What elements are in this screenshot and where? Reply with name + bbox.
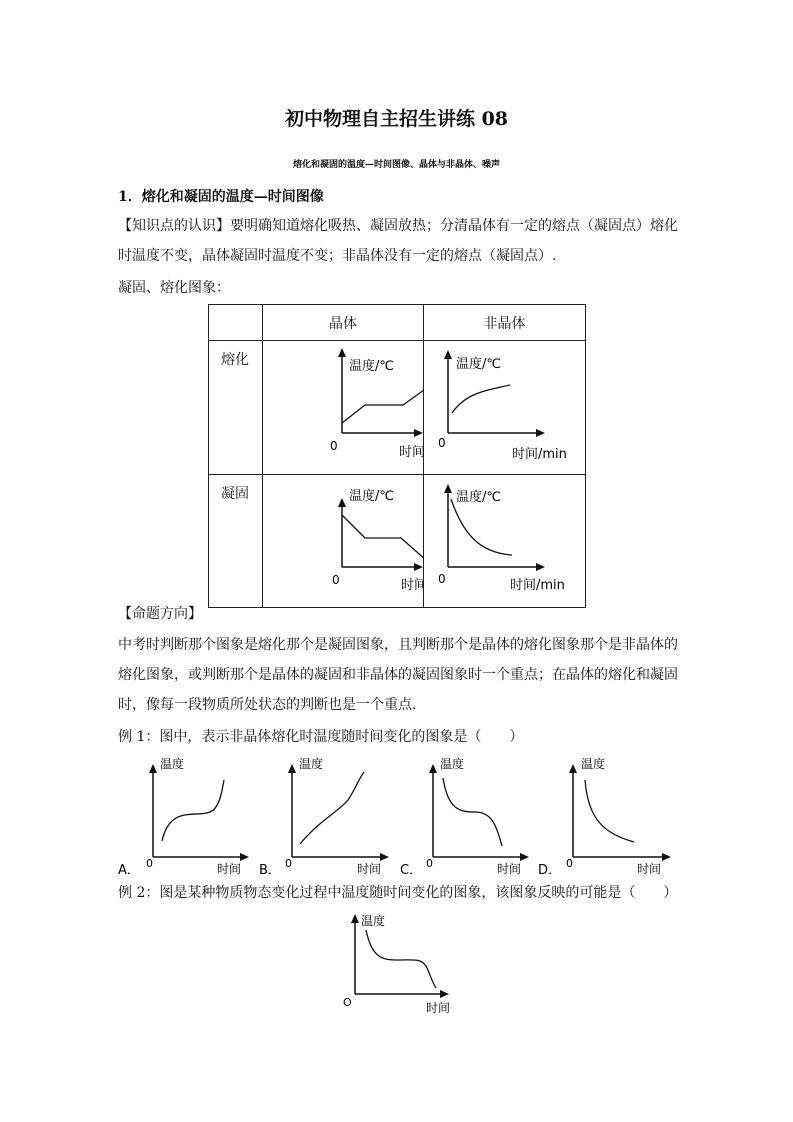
axis-origin: 0 xyxy=(330,439,338,453)
table-corner xyxy=(209,305,263,341)
page-subtitle: 熔化和凝固的温度—时间图像、晶体与非晶体、噪声 xyxy=(292,160,500,170)
option-b-graph xyxy=(259,756,389,878)
row-label-melt: 熔化 xyxy=(209,341,263,475)
axis-x-label: 时间/min xyxy=(512,447,567,462)
proposition-line-2: 熔化图象，或判断那个是晶体的凝固和非晶体的凝固图象时一个重点；在晶体的熔化和凝固 xyxy=(118,667,678,683)
axis-x-label: 时间 xyxy=(401,578,424,593)
axis-x-label: 时间/min xyxy=(510,578,565,593)
axis-y-label: 温度 xyxy=(160,757,185,771)
row-label-solidify: 凝固 xyxy=(209,475,263,608)
axis-y-label: 温度/℃ xyxy=(456,490,501,505)
axis-x-label: 时间 xyxy=(217,862,242,876)
axis-x-label: 时间 xyxy=(399,445,424,460)
axis-origin: O xyxy=(343,996,352,1009)
axis-y-label: 温度/℃ xyxy=(349,359,394,374)
col-header-noncrystal: 非晶体 xyxy=(424,305,586,341)
cell-noncrystal-solidify xyxy=(424,475,586,608)
axis-x-label: 时间 xyxy=(637,862,662,876)
axis-origin: 0 xyxy=(332,573,340,587)
cell-crystal-melt xyxy=(263,341,424,475)
axis-y-label: 温度 xyxy=(581,757,606,771)
axis-origin: 0 xyxy=(566,857,573,870)
axis-y-label: 温度 xyxy=(361,914,386,928)
cell-noncrystal-melt xyxy=(424,341,586,475)
axis-x-label: 时间 xyxy=(357,862,382,876)
option-d-graph xyxy=(538,756,671,878)
example2-graph xyxy=(330,908,470,1020)
axis-y-label: 温度 xyxy=(299,757,324,771)
axis-origin: 0 xyxy=(285,857,292,870)
option-c-label: C． xyxy=(400,863,423,878)
axis-y-label: 温度 xyxy=(440,757,465,771)
graph-noncrystal-melting xyxy=(424,341,586,470)
axis-origin: 0 xyxy=(438,436,446,450)
option-b-label: B． xyxy=(259,863,281,878)
page-title: 初中物理自主招生讲练 08 xyxy=(284,108,509,130)
axis-origin: 0 xyxy=(146,857,153,870)
option-a-label: A． xyxy=(118,863,140,878)
proposition-heading: 【命题方向】 xyxy=(118,606,202,622)
option-a-graph xyxy=(118,756,249,878)
knowledge-line-2: 时温度不变，晶体凝固时温度不变；非晶体没有一定的熔点（凝固点）. xyxy=(118,248,557,264)
melting-solidifying-table xyxy=(208,304,586,608)
graph-crystal-solidifying xyxy=(263,475,424,603)
option-c-graph xyxy=(400,756,529,878)
axis-y-label: 温度/℃ xyxy=(349,489,394,504)
axis-y-label: 温度/℃ xyxy=(456,357,501,372)
example1-question: 例 1：图中，表示非晶体熔化时温度随时间变化的图象是（ ） xyxy=(118,729,524,745)
col-header-crystal: 晶体 xyxy=(263,305,424,341)
proposition-line-1: 中考时判断那个图象是熔化那个是凝固图象，且判断那个是晶体的熔化图象那个是非晶体的 xyxy=(118,637,678,653)
proposition-line-3: 时，像每一段物质所处状态的判断也是一个重点． xyxy=(118,697,426,713)
example2-question: 例 2：图是某种物质物态变化过程中温度随时间变化的图象，该图象反映的可能是（ ） xyxy=(118,885,678,901)
section-heading: 1．熔化和凝固的温度—时间图像 xyxy=(118,189,324,205)
axis-x-label: 时间 xyxy=(426,1001,451,1015)
axis-origin: 0 xyxy=(426,857,433,870)
cell-crystal-solidify xyxy=(263,475,424,608)
example1-options xyxy=(110,750,690,880)
option-d-label: D． xyxy=(538,863,562,878)
knowledge-line-1: 【知识点的认识】要明确知道熔化吸热、凝固放热；分清晶体有一定的熔点（凝固点）熔化 xyxy=(118,218,678,234)
axis-x-label: 时间 xyxy=(497,862,522,876)
axis-origin: 0 xyxy=(438,572,446,586)
graph-crystal-melting xyxy=(263,341,424,470)
table-intro: 凝固、熔化图象： xyxy=(118,280,230,296)
graph-noncrystal-solidifying xyxy=(424,475,586,603)
